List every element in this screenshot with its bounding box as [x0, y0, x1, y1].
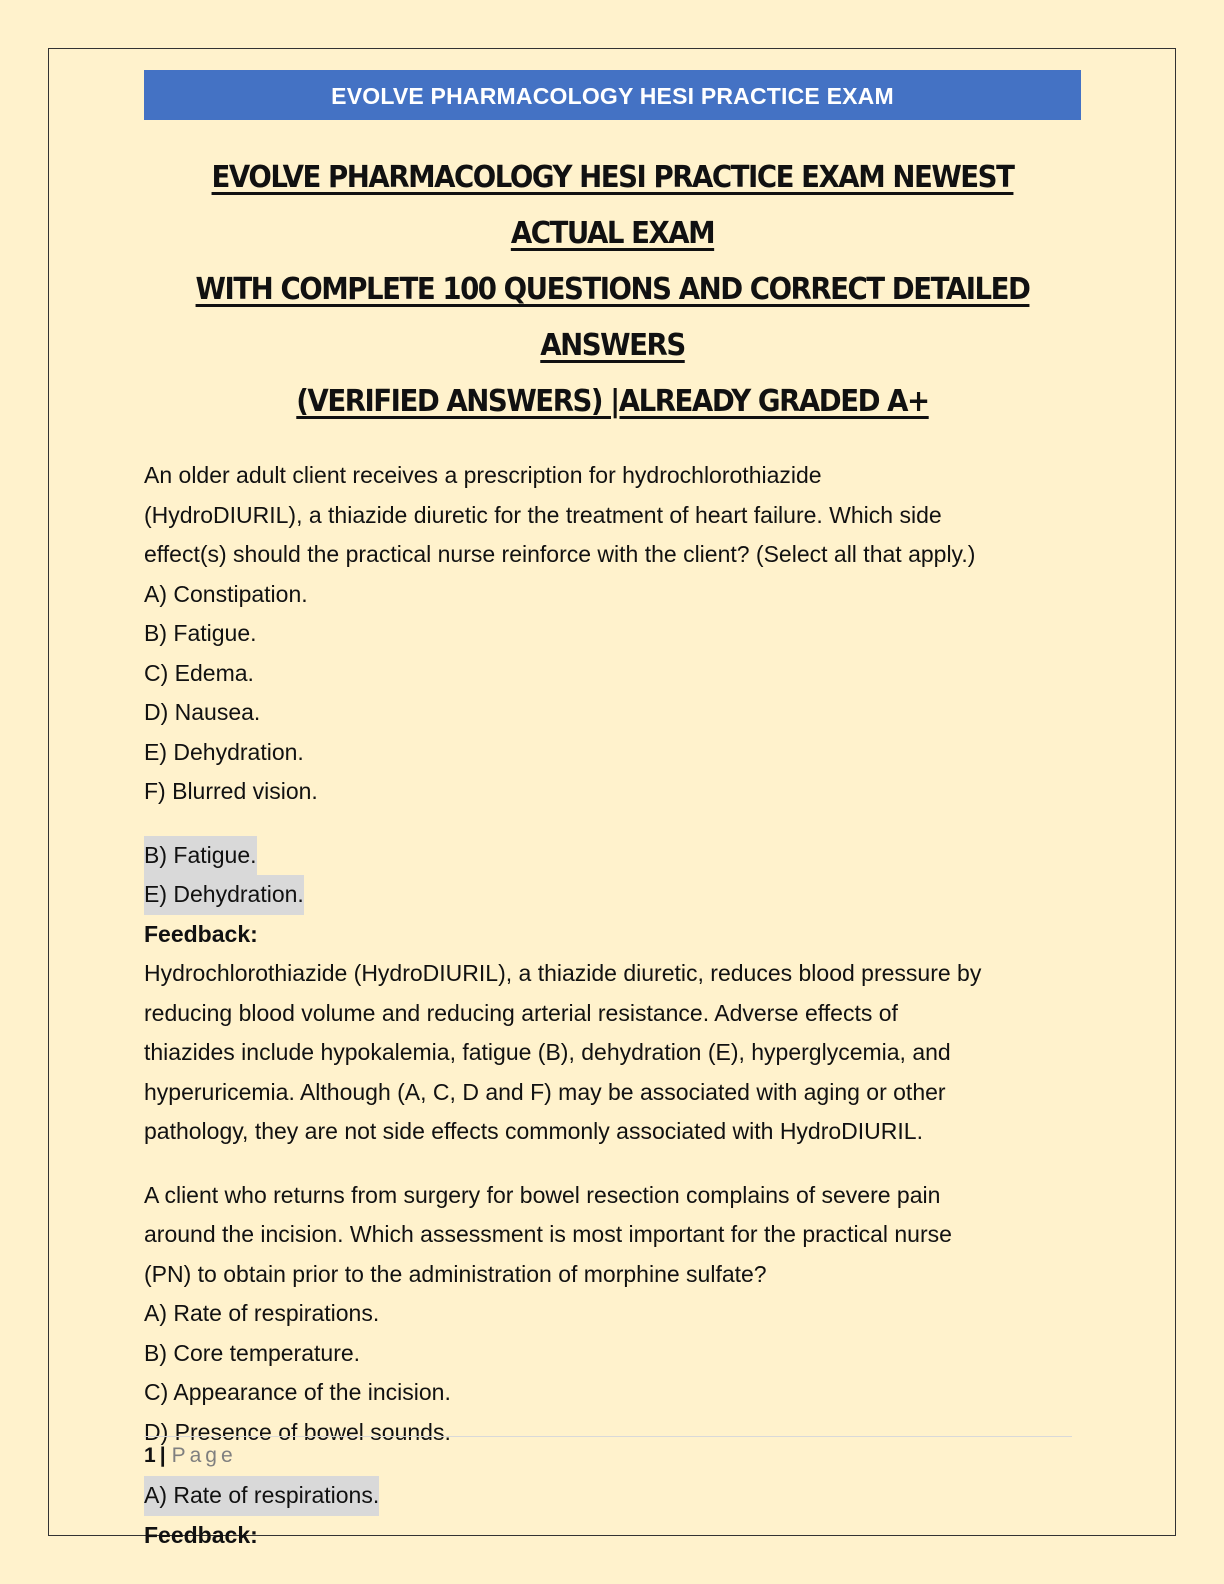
- correct-answer: E) Dehydration.: [144, 875, 304, 915]
- feedback-line: Hydrochlorothiazide (HydroDIURIL), a thiazide diuretic, reduces blood pressure by: [144, 960, 982, 986]
- correct-answer: B) Fatigue.: [144, 836, 257, 876]
- header-banner: EVOLVE PHARMACOLOGY HESI PRACTICE EXAM: [144, 70, 1081, 120]
- option-d: D) Presence of bowel sounds.: [144, 1418, 451, 1445]
- option-c: C) Edema.: [144, 659, 254, 686]
- option-e: E) Dehydration.: [144, 738, 304, 765]
- page-number: 1: [144, 1444, 156, 1467]
- question-stem-line: (PN) to obtain prior to the administration of morphine sulfate?: [144, 1260, 767, 1287]
- feedback-line: reducing blood volume and reducing arterial resistance. Adverse effects of: [144, 999, 898, 1026]
- question-stem-line: An older adult client receives a prescription for hydrochlorothiazide: [144, 462, 822, 488]
- option-b: B) Fatigue.: [144, 620, 257, 646]
- question-1: [144, 456, 1081, 1152]
- option-d: D) Nausea.: [144, 699, 261, 725]
- page-footer: [144, 1436, 1072, 1471]
- option-b: B) Core temperature.: [144, 1339, 361, 1366]
- question-stem-line: effect(s) should the practical nurse reinforce with the client? (Select all that apply.): [144, 541, 976, 567]
- title-line: (VERIFIED ANSWERS) |ALREADY GRADED A+: [296, 384, 929, 419]
- document-content: [144, 70, 1081, 1555]
- feedback-label: Feedback:: [144, 1521, 258, 1548]
- title-line: WITH COMPLETE 100 QUESTIONS AND CORRECT DETAILED ANSWERS: [195, 272, 1030, 363]
- question-stem-line: (HydroDIURIL), a thiazide diuretic for the treatment of heart failure. Which side: [144, 501, 942, 528]
- option-a: A) Rate of respirations.: [144, 1300, 380, 1326]
- title-line: EVOLVE PHARMACOLOGY HESI PRACTICE EXAM NEWEST ACTUAL EXAM: [211, 160, 1014, 251]
- feedback-line: pathology, they are not side effects commonly associated with HydroDIURIL.: [144, 1118, 923, 1144]
- feedback-line: thiazides include hypokalemia, fatigue (B), dehydration (E), hyperglycemia, and: [144, 1039, 951, 1065]
- page-label: Page: [171, 1444, 237, 1467]
- document-title: [181, 150, 1043, 430]
- question-2: [144, 1176, 1081, 1556]
- feedback-line: hyperuricemia. Although (A, C, D and F) may be associated with aging or other: [144, 1078, 946, 1105]
- footer-separator: |: [159, 1444, 166, 1467]
- question-stem-line: around the incision. Which assessment is most important for the practical nurse: [144, 1221, 952, 1247]
- option-f: F) Blurred vision.: [144, 778, 318, 804]
- option-c: C) Appearance of the incision.: [144, 1379, 451, 1405]
- option-a: A) Constipation.: [144, 580, 308, 607]
- correct-answer: A) Rate of respirations.: [144, 1476, 379, 1516]
- question-stem-line: A client who returns from surgery for bowel resection complains of severe pain: [144, 1181, 941, 1208]
- feedback-label: Feedback:: [144, 920, 258, 947]
